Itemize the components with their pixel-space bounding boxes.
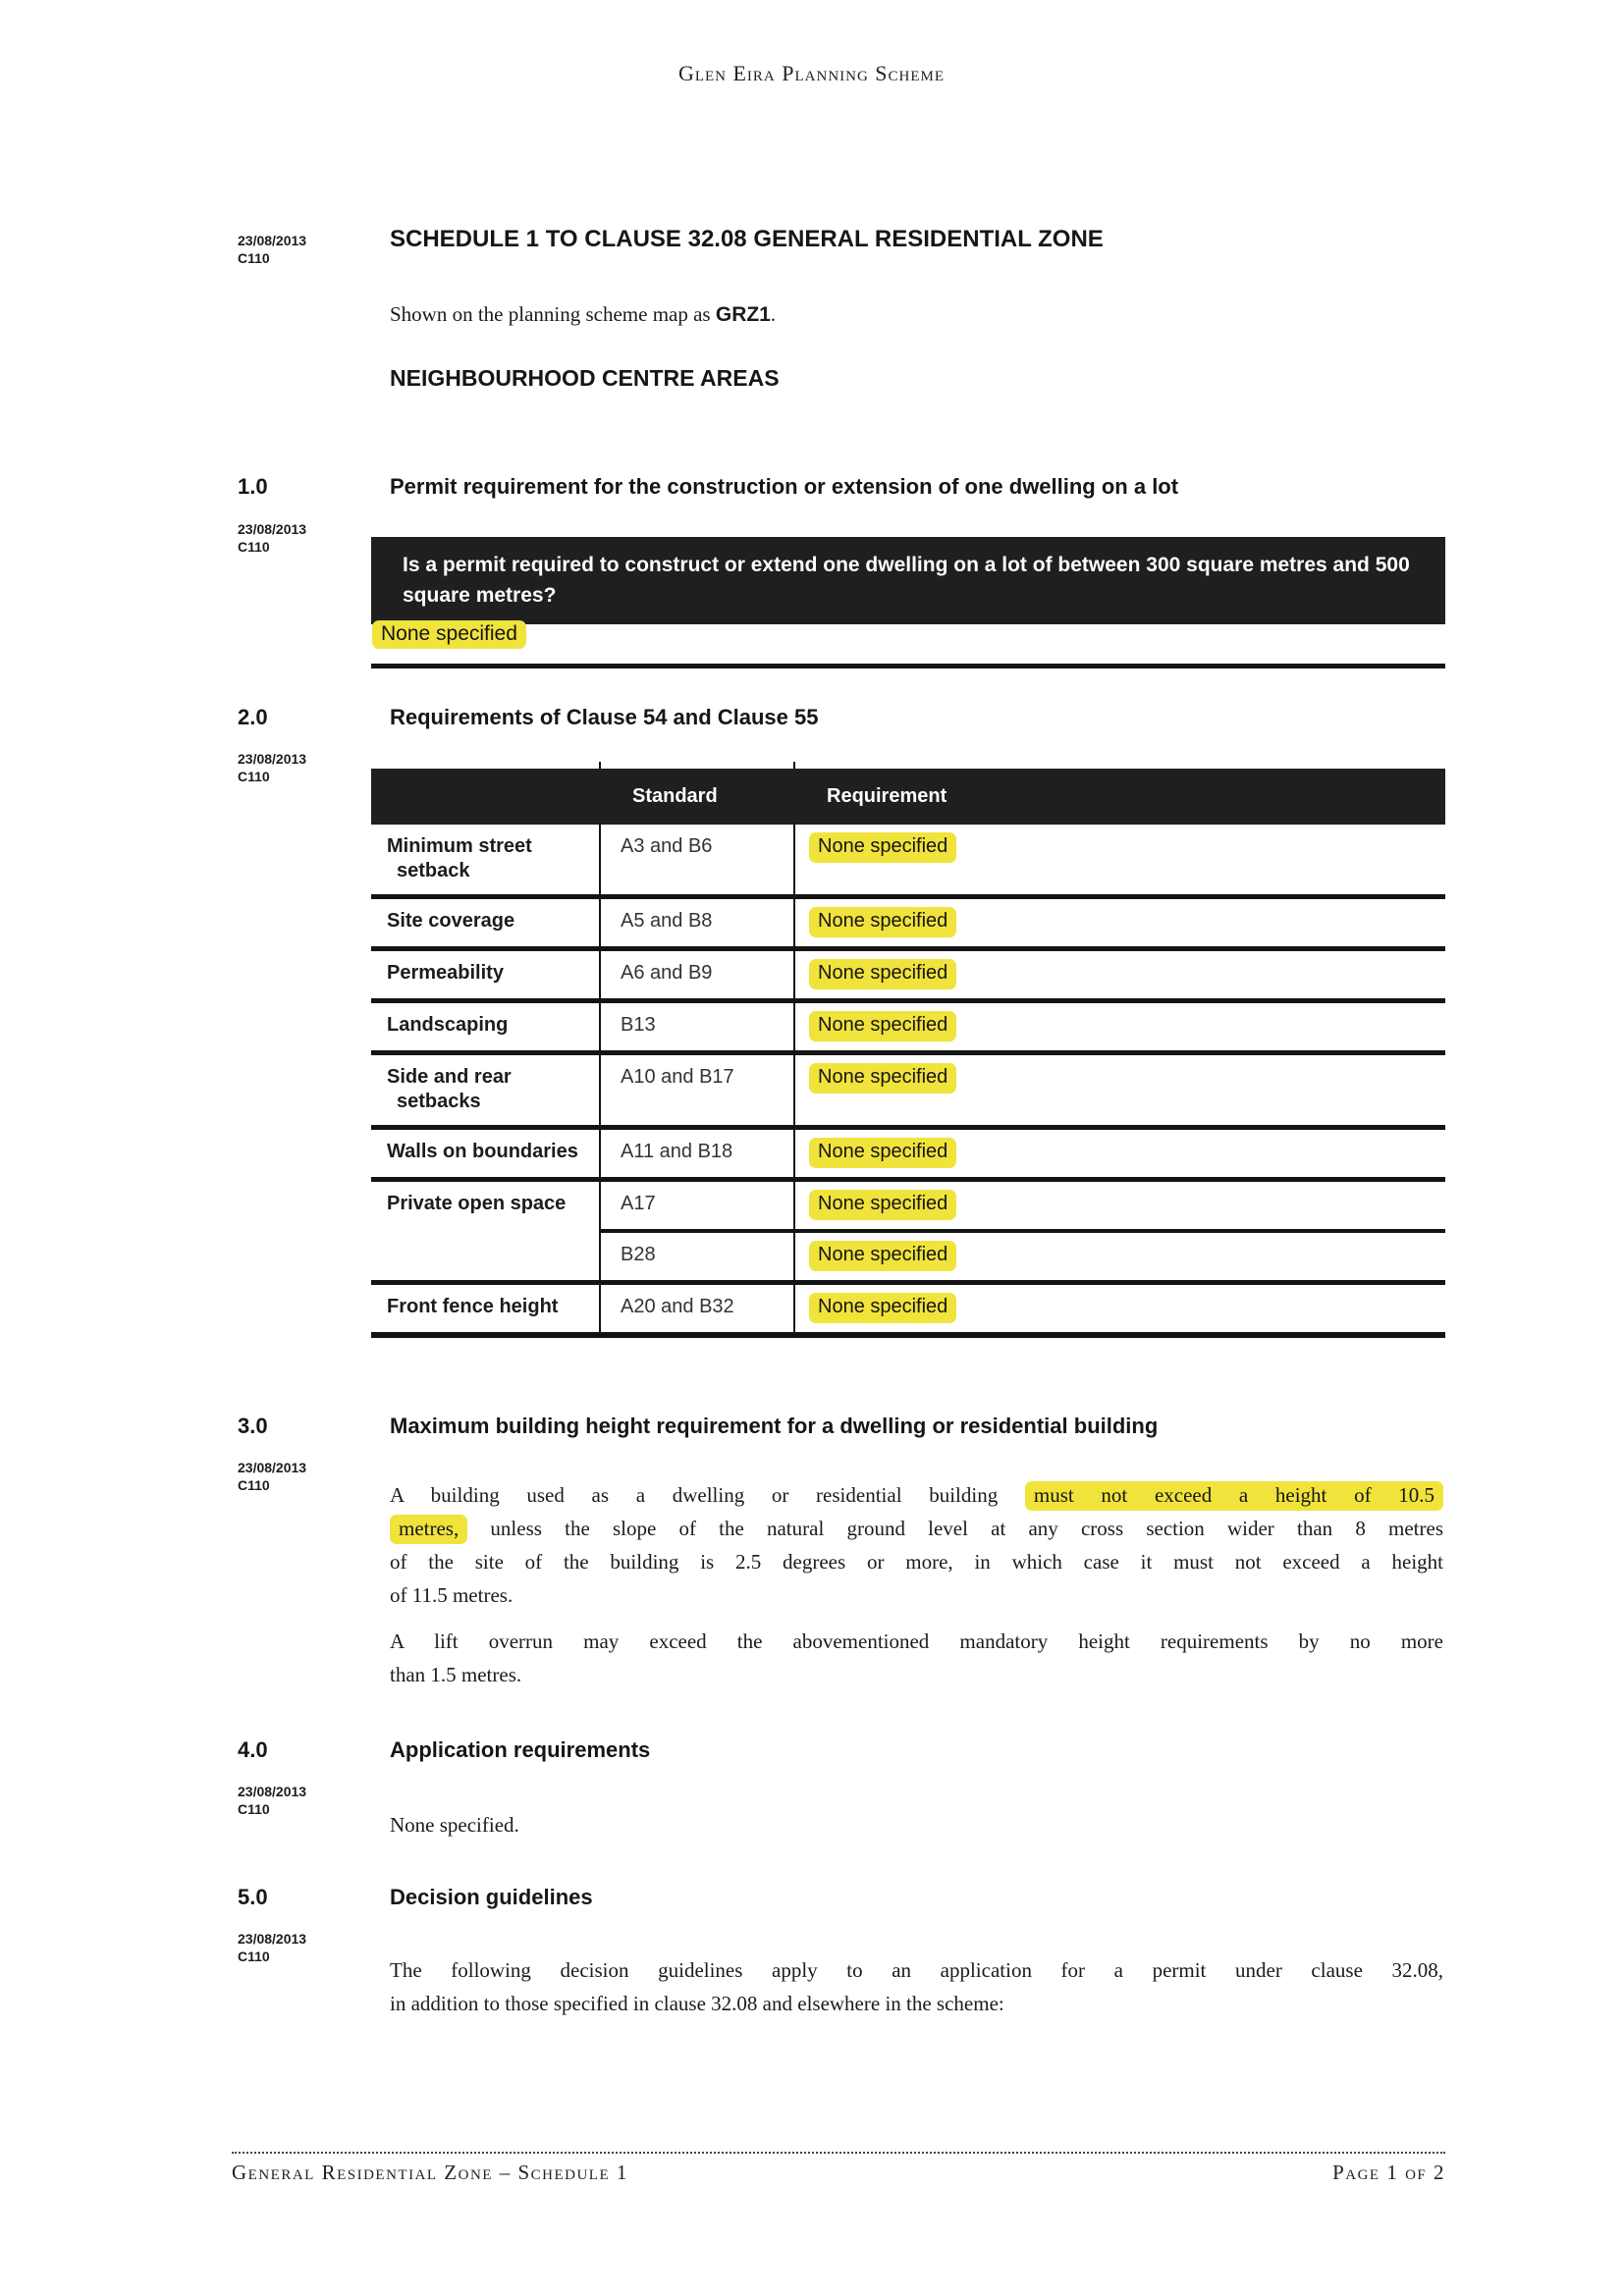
decision-guidelines-paragraph — [390, 1953, 1443, 2020]
amendment-code: C110 — [238, 250, 270, 266]
paragraph-line: of the site of the building is 2.5 degrees or more, in which case it must not exceed a height — [390, 1550, 1443, 1574]
row-requirement — [795, 1055, 1445, 1125]
row-label: Private open space — [371, 1182, 601, 1280]
amendment-code: C110 — [238, 1801, 270, 1817]
section-number-5: 5.0 — [238, 1885, 268, 1909]
highlight-none-specified: None specified — [809, 1190, 956, 1220]
row-label: Site coverage — [371, 899, 601, 946]
row-standard: B28 — [601, 1233, 795, 1280]
section-divider-rule — [371, 664, 1445, 668]
amendment-date: 23/08/2013 — [238, 1931, 307, 1947]
row-standard: A3 and B6 — [601, 825, 795, 894]
table-row — [371, 1182, 1445, 1285]
highlight-none-specified: None specified — [372, 620, 526, 649]
row-requirement — [795, 951, 1445, 998]
row-label: Walls on boundaries — [371, 1130, 601, 1177]
row-standard: A6 and B9 — [601, 951, 795, 998]
highlight-none-specified: None specified — [809, 1293, 956, 1323]
section-number-1: 1.0 — [238, 474, 268, 499]
document-header: Glen Eira Planning Scheme — [677, 61, 946, 85]
amendment-note — [238, 232, 306, 267]
lift-overrun-paragraph — [390, 1625, 1443, 1691]
amendment-code: C110 — [238, 539, 270, 555]
section-heading-1: Permit requirement for the construction or extension of one dwelling on a lot — [390, 474, 1179, 499]
row-label: Permeability — [371, 951, 601, 998]
amendment-date: 23/08/2013 — [238, 1460, 307, 1475]
table-header-standard: Standard — [632, 785, 718, 807]
row-requirement — [795, 1233, 1445, 1280]
amendment-note — [238, 1459, 306, 1494]
highlight-none-specified: None specified — [809, 907, 956, 937]
footer-page-number: Page 1 of 2 — [1332, 2161, 1445, 2184]
highlight-none-specified: None specified — [809, 1138, 956, 1168]
highlight-none-specified: None specified — [809, 1011, 956, 1041]
paragraph-line: than 1.5 metres. — [390, 1663, 522, 1686]
section-heading-3: Maximum building height requirement for a dwelling or residential building — [390, 1414, 1159, 1438]
paragraph-line: of 11.5 metres. — [390, 1583, 514, 1607]
table-row — [371, 1055, 1445, 1130]
row-requirement — [795, 899, 1445, 946]
highlight-none-specified: None specified — [809, 1063, 956, 1094]
row-requirement — [795, 1003, 1445, 1050]
row-label: Side and rear setbacks — [371, 1055, 601, 1125]
highlight-none-specified: None specified — [809, 832, 956, 863]
paragraph-line: The following decision guidelines apply to an application for a permit under clause 32.08, — [390, 1958, 1443, 1982]
subtitle: NEIGHBOURHOOD CENTRE AREAS — [390, 365, 780, 391]
permit-answer — [372, 622, 526, 646]
requirements-table — [371, 769, 1445, 1338]
amendment-date: 23/08/2013 — [238, 233, 307, 248]
section-heading-4: Application requirements — [390, 1737, 651, 1762]
highlight-none-specified: None specified — [809, 1241, 956, 1271]
section-heading-2: Requirements of Clause 54 and Clause 55 — [390, 705, 819, 729]
amendment-note — [238, 1930, 306, 1965]
map-reference-line: Shown on the planning scheme map as GRZ1. — [390, 302, 777, 326]
row-requirement — [795, 1130, 1445, 1177]
section-number-3: 3.0 — [238, 1414, 268, 1438]
amendment-code: C110 — [238, 1477, 270, 1493]
application-requirements-body: None specified. — [390, 1813, 519, 1837]
row-standard: A17 — [601, 1182, 795, 1233]
row-standard: A11 and B18 — [601, 1130, 795, 1177]
amendment-date: 23/08/2013 — [238, 521, 307, 537]
row-standard: B13 — [601, 1003, 795, 1050]
paragraph-line: metres, unless the slope of the natural ground level at any cross section wider than 8 metres — [390, 1512, 1443, 1545]
column-divider-tick — [793, 762, 795, 769]
amendment-note — [238, 750, 306, 785]
row-standard: A5 and B8 — [601, 899, 795, 946]
table-header-row — [371, 769, 1445, 825]
table-row — [371, 951, 1445, 1003]
row-requirement — [795, 1182, 1445, 1233]
paragraph-line: in addition to those specified in clause 32.08 and elsewhere in the scheme: — [390, 1992, 1004, 2015]
paragraph-line: A lift overrun may exceed the abovementioned mandatory height requirements by no more — [390, 1629, 1443, 1653]
footer-document-name: General Residential Zone – Schedule 1 — [232, 2161, 628, 2184]
highlight-none-specified: None specified — [809, 959, 956, 989]
section-number-4: 4.0 — [238, 1737, 268, 1762]
row-label: Landscaping — [371, 1003, 601, 1050]
amendment-code: C110 — [238, 1949, 270, 1964]
table-header-requirement: Requirement — [827, 785, 947, 807]
permit-question-box: Is a permit required to construct or extend one dwelling on a lot of between 300 square metres and 500 square metres? — [371, 537, 1445, 624]
table-row — [371, 1003, 1445, 1055]
row-standard: A20 and B32 — [601, 1285, 795, 1332]
amendment-note — [238, 1783, 306, 1818]
row-requirement — [795, 1285, 1445, 1332]
amendment-date: 23/08/2013 — [238, 1784, 307, 1799]
amendment-note — [238, 520, 306, 556]
row-label: Front fence height — [371, 1285, 601, 1332]
page-title: SCHEDULE 1 TO CLAUSE 32.08 GENERAL RESIDENTIAL ZONE — [390, 226, 1104, 252]
paragraph-line: A building used as a dwelling or residential building must not exceed a height of 10.5 — [390, 1478, 1443, 1512]
document-footer — [232, 2152, 1445, 2185]
amendment-code: C110 — [238, 769, 270, 784]
table-row — [371, 1130, 1445, 1182]
section-heading-5: Decision guidelines — [390, 1885, 593, 1909]
table-row — [371, 899, 1445, 951]
section-number-2: 2.0 — [238, 705, 268, 729]
row-requirement — [795, 825, 1445, 894]
height-requirement-paragraph — [390, 1478, 1443, 1612]
row-label: Minimum street setback — [371, 825, 601, 894]
row-standard: A10 and B17 — [601, 1055, 795, 1125]
table-row — [371, 1285, 1445, 1338]
amendment-date: 23/08/2013 — [238, 751, 307, 767]
table-row — [371, 825, 1445, 899]
column-divider-tick — [599, 762, 601, 769]
